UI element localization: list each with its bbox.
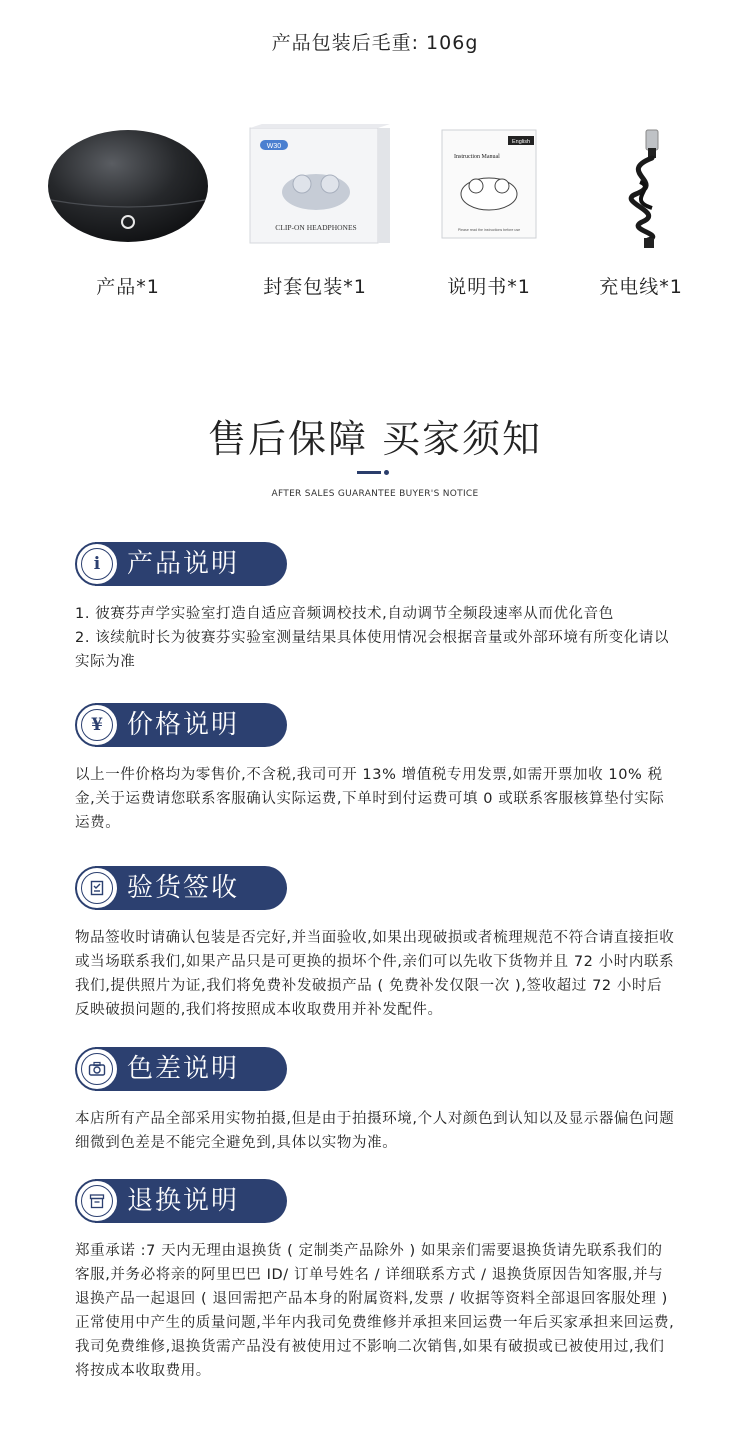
- yen-icon: ¥: [81, 709, 113, 741]
- block-title: 色差说明: [127, 1054, 240, 1084]
- block-body: [75, 602, 675, 674]
- block-body: [75, 1107, 675, 1155]
- block-body: [75, 763, 675, 835]
- notice-block-price: [75, 703, 675, 835]
- earbud-case-icon: [43, 122, 213, 252]
- block-paragraph: 郑重承诺 :7 天内无理由退换货 ( 定制类产品除外 ) 如果亲们需要退换货请先联系我们的客服,并务必将亲的阿里巴巴 ID/ 订单号姓名 / 详细联系方式 / 退换货原因告知客服,并与退换产品一起退回 ( 退回需把产品本身的附属资料,发票 / 收据等资料全部退回客服处理 ) 正常使用中产生的质量问题,半年内我司免费维修并承担来回运费一年后买家承担来回运费,我司免费维修,退换货需产品没有被使用过不影响二次销售,如果有破损或已被使用过,我们将按成本收取费用。: [75, 1243, 675, 1379]
- box-package-icon: [230, 122, 400, 252]
- block-body: [75, 1239, 675, 1383]
- section-title: 售后保障 买家须知: [207, 417, 543, 461]
- box-badge: W30: [266, 143, 282, 150]
- block-paragraph: 本店所有产品全部采用实物拍摄,但是由于拍摄环境,个人对颜色到认知以及显示器偏色问题细微到色差是不能完全避免到,具体以实物为准。: [75, 1111, 675, 1151]
- package-item-box: [230, 122, 400, 302]
- block-title: 价格说明: [127, 710, 240, 740]
- camera-icon: [81, 1053, 113, 1085]
- block-heading: [75, 866, 287, 910]
- block-heading: [75, 1179, 287, 1223]
- block-title: 验货签收: [127, 873, 240, 903]
- block-paragraph: 物品签收时请确认包装是否完好,并当面验收,如果出现破损或者梳理规范不符合请直接拒收或当场联系我们,如果产品只是可更换的损坏个件,亲们可以先收下货物并且 72 小时内联系我们,提供照片为证,我们将免费补发破损产品 ( 免费补发仅限一次 ),签收超过 72 小时后反映破损问题的,我们将按照成本收取费用并补发配件。: [75, 930, 675, 1018]
- box-caption: CLIP-ON HEADPHONES: [275, 223, 357, 232]
- package-item-label: 产品*1: [96, 276, 160, 298]
- package-item-label: 说明书*1: [447, 276, 531, 298]
- package-item-cable: [556, 122, 726, 302]
- package-item-label: 充电线*1: [599, 276, 683, 298]
- notice-block-color: [75, 1047, 675, 1155]
- info-icon: i: [81, 548, 113, 580]
- notice-block-inspection: [75, 866, 675, 1022]
- block-heading: [75, 542, 287, 586]
- block-paragraph: 1. 彼赛芬声学实验室打造自适应音频调校技术,自动调节全频段速率从而优化音色: [75, 606, 614, 622]
- charging-cable-icon: [556, 122, 726, 252]
- block-paragraph: 2. 该续航时长为彼赛芬实验室测量结果具体使用情况会根据音量或外部环境有所变化请以实际为准: [75, 630, 670, 670]
- title-divider: [357, 470, 393, 476]
- package-contents: [0, 122, 750, 302]
- manual-footer: Please read the instructions before use: [457, 228, 521, 232]
- block-paragraph: 以上一件价格均为零售价,不含税,我司可开 13% 增值税专用发票,如需开票加收 10% 税金,关于运费请您联系客服确认实际运费,下单时到付运费可填 0 或联系客服核算垫付实际运费。: [75, 767, 665, 831]
- package-weight: 产品包装后毛重: 106g: [271, 32, 479, 54]
- manual-icon: [404, 122, 574, 252]
- notice-block-return: [75, 1179, 675, 1383]
- package-item-manual: [404, 122, 574, 302]
- block-title: 产品说明: [127, 549, 240, 579]
- notice-block-product: [75, 542, 675, 674]
- block-heading: [75, 1047, 287, 1091]
- package-item-label: 封套包装*1: [263, 276, 367, 298]
- checklist-icon: [81, 872, 113, 904]
- block-heading: [75, 703, 287, 747]
- return-box-icon: [81, 1185, 113, 1217]
- block-title: 退换说明: [127, 1186, 240, 1216]
- block-body: [75, 926, 675, 1022]
- manual-title: Instruction Manual: [454, 154, 500, 160]
- package-item-product: [43, 122, 213, 302]
- section-subtitle: AFTER SALES GUARANTEE BUYER'S NOTICE: [271, 489, 479, 499]
- manual-badge: English: [511, 139, 531, 145]
